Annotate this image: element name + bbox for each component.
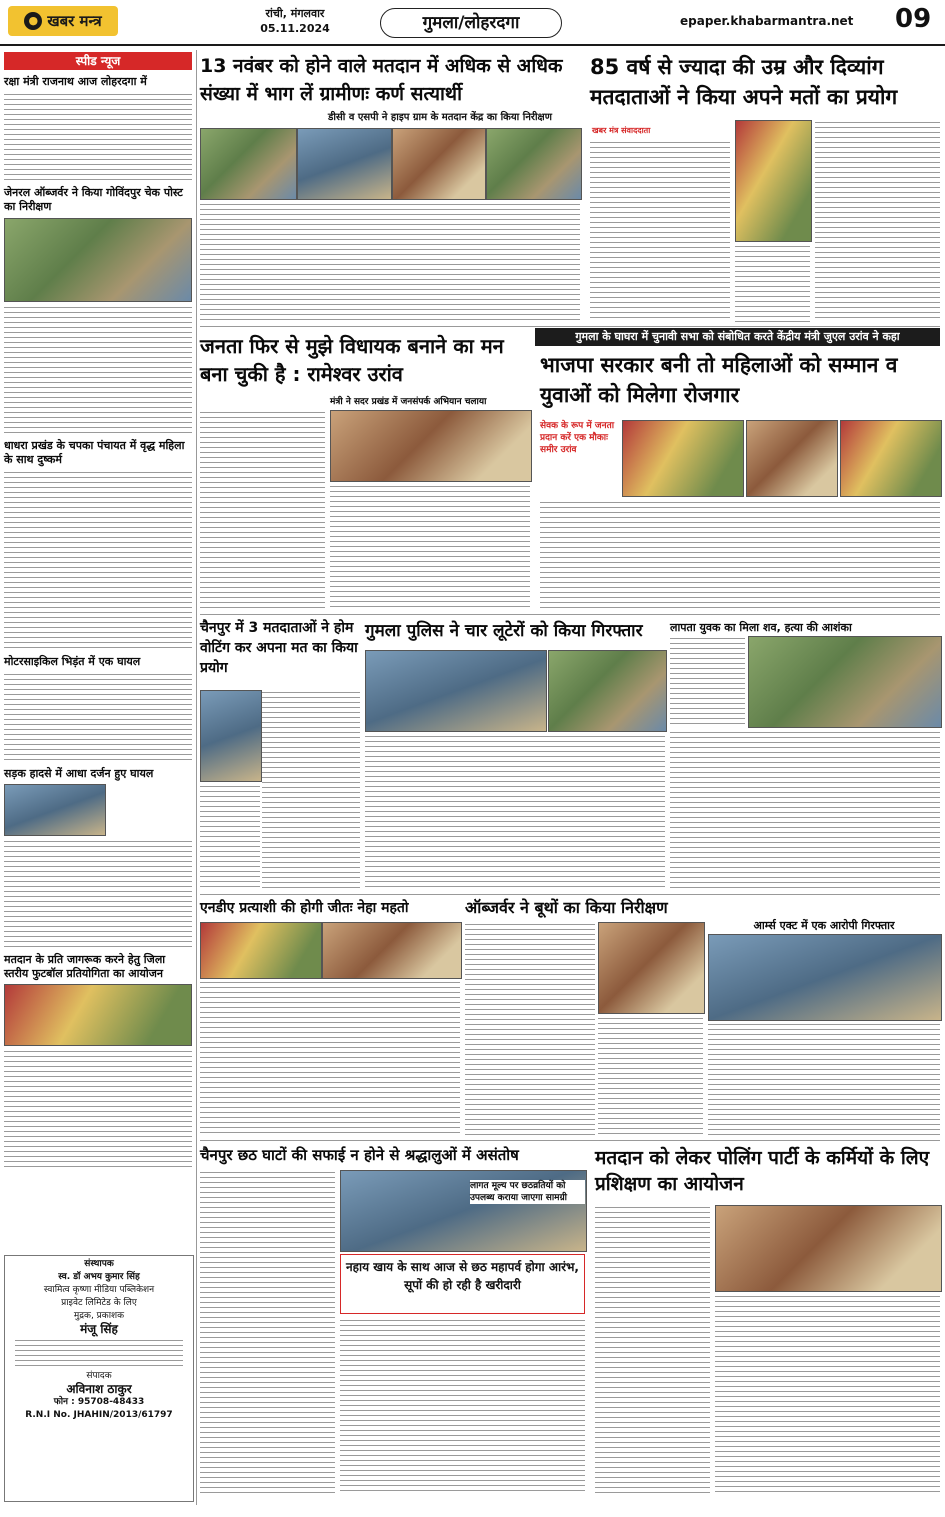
left-text-6 [4, 1049, 192, 1169]
top-photo-2 [297, 128, 392, 200]
lower-headline-3: लापता युवक का मिला शव, हत्या की आशंका [670, 621, 852, 634]
lower-photo-8 [708, 934, 942, 1021]
bottom-headline-1: चैनपुर छठ घाटों की सफाई न होने से श्रद्धालुओं में असंतोष [200, 1146, 519, 1164]
top-subhead-1: डीसी व एसपी ने हाइप ग्राम के मतदान केंद्र का किया निरीक्षण [300, 110, 580, 126]
top-text-4 [815, 120, 940, 322]
imprint-address [15, 1338, 183, 1368]
city-day: रांची, मंगलवार [265, 7, 325, 20]
left-column [4, 52, 192, 1169]
lower-text-4 [670, 636, 745, 726]
left-headline-2: जेनरल ऑब्जर्वर ने किया गोविंदपुर चेक पोस्ट का निरीक्षण [4, 186, 183, 213]
bottom-photo-2 [715, 1205, 942, 1292]
mid-headline-2: भाजपा सरकार बनी तो महिलाओं को सम्मान व युवाओं को मिलेगा रोजगार [540, 353, 898, 407]
bottom-box-headline: नहाय खाय के साथ आज से छठ महापर्व होगा आरंभ, सूपों की हो रही है खरीदारी [340, 1254, 585, 1314]
imprint-line-3: मुद्रक, प्रकाशक [73, 1311, 125, 1321]
top-headline-2: 85 वर्ष से ज्यादा की उम्र और दिव्यांग मतदाताओं ने किया अपने मतों का प्रयोग [590, 55, 898, 109]
left-text-4 [4, 672, 192, 762]
logo-mark-icon: ● [24, 12, 42, 30]
mid-photo-4 [840, 420, 942, 497]
lower-text-5 [670, 730, 940, 890]
left-headline-6: मतदान के प्रति जागरूक करने हेतु जिला स्तरीय फुटबॉल प्रतियोगिता का आयोजन [4, 953, 166, 980]
divider-1 [200, 326, 940, 327]
bottom-text-1 [200, 1170, 335, 1495]
left-photo-3 [4, 984, 192, 1046]
top-photo-3 [392, 128, 486, 200]
lower-headline-4: एनडीए प्रत्याशी की होगी जीतः नेहा महतो [200, 900, 409, 916]
imprint-founder: स्व. डॉ अभय कुमार सिंह [58, 1272, 140, 1282]
imprint-line-2: प्राइवेट लिमिटेड के लिए [61, 1298, 137, 1308]
top-text-2 [590, 140, 730, 322]
imprint-rni: R.N.I No. JHAHIN/2013/61797 [25, 1410, 173, 1420]
epaper-url[interactable]: epaper.khabarmantra.net [680, 14, 854, 28]
mid-photo-3 [746, 420, 838, 497]
mid-bar: गुमला के घाघरा में चुनावी सभा को संबोधित करते केंद्रीय मंत्री जुएल उरांव ने कहा [535, 328, 940, 346]
column-divider [196, 50, 197, 1505]
top-text-1 [200, 202, 580, 322]
left-headline-1: रक्षा मंत्री राजनाथ आज लोहरदगा में [4, 75, 147, 88]
lower-headline-2: गुमला पुलिस ने चार लूटेरों को किया गिरफ्तार [365, 621, 643, 641]
left-text-5 [4, 839, 192, 949]
mid-text-1 [200, 410, 325, 610]
top-byline: खबर मंत्र संवाददाता [592, 126, 651, 135]
imprint-editor: अविनाश ठाकुर [66, 1382, 132, 1396]
left-photo-1 [4, 218, 192, 302]
lower-text-8 [598, 1016, 703, 1135]
mid-text-3 [540, 500, 940, 610]
bottom-side-headline: लागत मूल्य पर छठव्रतियों को उपलब्ध कराया जाएगा सामग्री [470, 1180, 585, 1204]
top-text-3 [735, 244, 810, 322]
lower-text-2 [200, 784, 260, 890]
bottom-text-4 [715, 1294, 940, 1495]
page-number: 09 [895, 4, 932, 34]
logo-text: खबर मन्त्र [47, 12, 102, 30]
lower-headline-6: आर्म्स एक्ट में एक आरोपी गिरफ्तार [753, 919, 895, 932]
mid-photo-2 [622, 420, 744, 497]
bottom-text-3 [595, 1205, 710, 1495]
left-headline-3: धाधरा प्रखंड के चपका पंचायत में वृद्ध महिला के साथ दुष्कर्म [4, 439, 185, 466]
lower-photo-7 [598, 922, 705, 1014]
lower-photo-6 [322, 922, 462, 979]
mid-subhead-2: सेवक के रूप में जनता प्रदान करें एक मौकाः समीर उरांव [540, 421, 615, 455]
left-photo-2 [4, 784, 106, 836]
top-headline-1: 13 नवंबर को होने वाले मतदान में अधिक से अधिक संख्या में भाग लें ग्रामीणः कर्ण सत्यार्थी [200, 55, 563, 105]
top-photo-4 [486, 128, 582, 200]
left-text-1 [4, 92, 192, 182]
imprint-title: संस्थापक [84, 1259, 114, 1269]
lower-headline-5: ऑब्जर्वर ने बूथों का किया निरीक्षण [465, 898, 668, 917]
lower-text-9 [708, 1022, 940, 1135]
date: 05.11.2024 [260, 22, 330, 35]
left-headline-4: मोटरसाइकिल भिड़ंत में एक घायल [4, 655, 141, 668]
imprint-line-5: संपादक [86, 1371, 112, 1381]
section-title: गुमला/लोहरदगा [380, 8, 562, 38]
mid-photo-1 [330, 410, 532, 482]
imprint-publisher: मंजू सिंह [80, 1322, 118, 1336]
lower-photo-4 [748, 636, 942, 728]
bottom-text-2 [340, 1318, 585, 1495]
imprint-line-1: स्वामित्व कृष्णा मीडिया पब्लिकेशन [43, 1285, 155, 1295]
left-text-3 [4, 470, 192, 650]
divider-3 [200, 894, 940, 895]
lower-text-1 [262, 690, 360, 890]
dateline [240, 6, 350, 36]
lower-headline-1: चैनपुर में 3 मतदाताओं ने होम वोटिंग कर अपना मत का किया प्रयोग [200, 620, 358, 676]
lower-photo-2 [365, 650, 547, 732]
mid-headline-1: जनता फिर से मुझे विधायक बनाने का मन बना चुकी है : रामेश्वर उरांव [200, 334, 504, 386]
lower-photo-3 [548, 650, 667, 732]
top-photo-5 [735, 120, 812, 242]
logo [8, 6, 118, 36]
divider-2 [200, 614, 940, 615]
lower-photo-5 [200, 922, 322, 979]
speed-news-banner: स्पीड न्यूज [4, 52, 192, 70]
lower-text-3 [365, 734, 665, 890]
top-photo-1 [200, 128, 297, 200]
bottom-headline-2: मतदान को लेकर पोलिंग पार्टी के कर्मियों के लिए प्रशिक्षण का आयोजन [595, 1147, 930, 1195]
lower-photo-1 [200, 690, 262, 782]
mid-subhead-1: मंत्री ने सदर प्रखंड में जनसंपर्क अभियान चलाया [330, 397, 487, 407]
left-text-2 [4, 305, 192, 435]
imprint-phone: फोन : 95708-48433 [53, 1397, 145, 1407]
lower-text-6 [200, 980, 460, 1135]
imprint-box [4, 1255, 194, 1502]
left-headline-5: सड़क हादसे में आधा दर्जन हुए घायल [4, 767, 154, 780]
lower-text-7 [465, 922, 595, 1135]
divider-4 [200, 1140, 940, 1141]
mid-text-2 [330, 484, 530, 610]
